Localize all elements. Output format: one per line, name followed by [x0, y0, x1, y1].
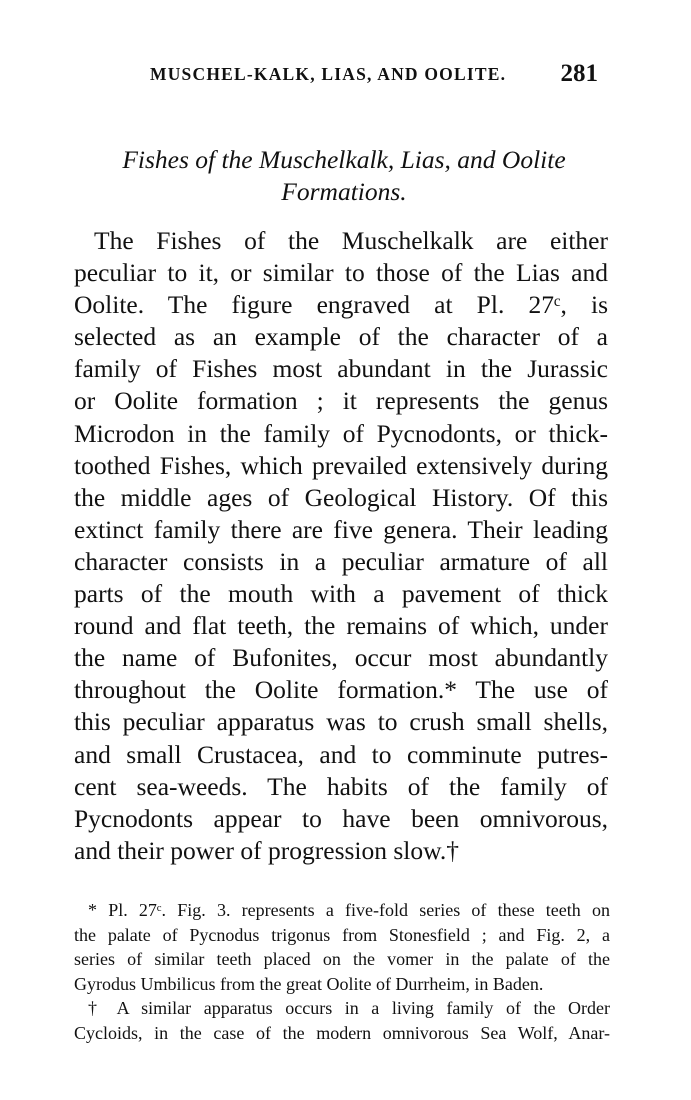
footnote-line: * Pl. 27ᶜ. Fig. 3. represents a five-fold series of these teeth on [88, 900, 610, 920]
running-title: MUSCHEL-KALK, LIAS, AND OOLITE. [150, 64, 507, 84]
footnote-line: series of similar teeth placed on the vomer in the palate of the [74, 949, 610, 969]
body-line: the name of Bufonites, occur most abundantly [74, 643, 608, 673]
body-line: throughout the Oolite formation.* The use of [74, 675, 608, 705]
body-line: parts of the mouth with a pavement of thick [74, 579, 608, 609]
section-title [74, 144, 614, 208]
section-title-line: Fishes of the Muschelkalk, Lias, and Oolite [122, 145, 566, 174]
footnote-line: Gyrodus Umbilicus from the great Oolite of Durrheim, in Baden. [74, 973, 544, 994]
body-line: this peculiar apparatus was to crush small shells, [74, 707, 608, 737]
body-line: Pycnodonts appear to have been omnivorous, [74, 803, 608, 833]
body-line: selected as an example of the character of a [74, 322, 608, 352]
body-line: The Fishes of the Muschelkalk are either [94, 226, 608, 255]
body-line: character consists in a peculiar armature of all [74, 546, 608, 576]
body-line: cent sea-weeds. The habits of the family of [74, 771, 608, 801]
body-line: extinct family there are five genera. Their leading [74, 514, 608, 544]
body-line: and their power of progression slow.† [74, 835, 460, 865]
body-paragraph [74, 225, 608, 867]
page-number: 281 [560, 60, 598, 87]
body-line: round and flat teeth, the remains of which, under [74, 611, 608, 641]
footnote-line: † A similar apparatus occurs in a living family of the Order [88, 998, 610, 1018]
body-line: and small Crustacea, and to comminute putres- [74, 739, 608, 769]
footnote-line: the palate of Pycnodus trigonus from Stonesfield ; and Fig. 2, a [74, 924, 610, 945]
body-line: Microdon in the family of Pycnodonts, or thick- [74, 418, 608, 448]
body-line: the middle ages of Geological History. Of this [74, 482, 608, 512]
body-line: peculiar to it, or similar to those of the Lias and [74, 258, 608, 288]
section-title-line: Formations. [281, 177, 407, 206]
footnotes [74, 898, 610, 1045]
body-line: Oolite. The figure engraved at Pl. 27ᶜ, is [74, 290, 608, 320]
body-line: family of Fishes most abundant in the Jurassic [74, 354, 608, 384]
body-line: or Oolite formation ; it represents the genus [74, 386, 608, 416]
footnote-line: Cycloids, in the case of the modern omnivorous Sea Wolf, Anar- [74, 1022, 610, 1043]
running-head [150, 60, 600, 90]
body-line: toothed Fishes, which prevailed extensively during [74, 450, 608, 480]
